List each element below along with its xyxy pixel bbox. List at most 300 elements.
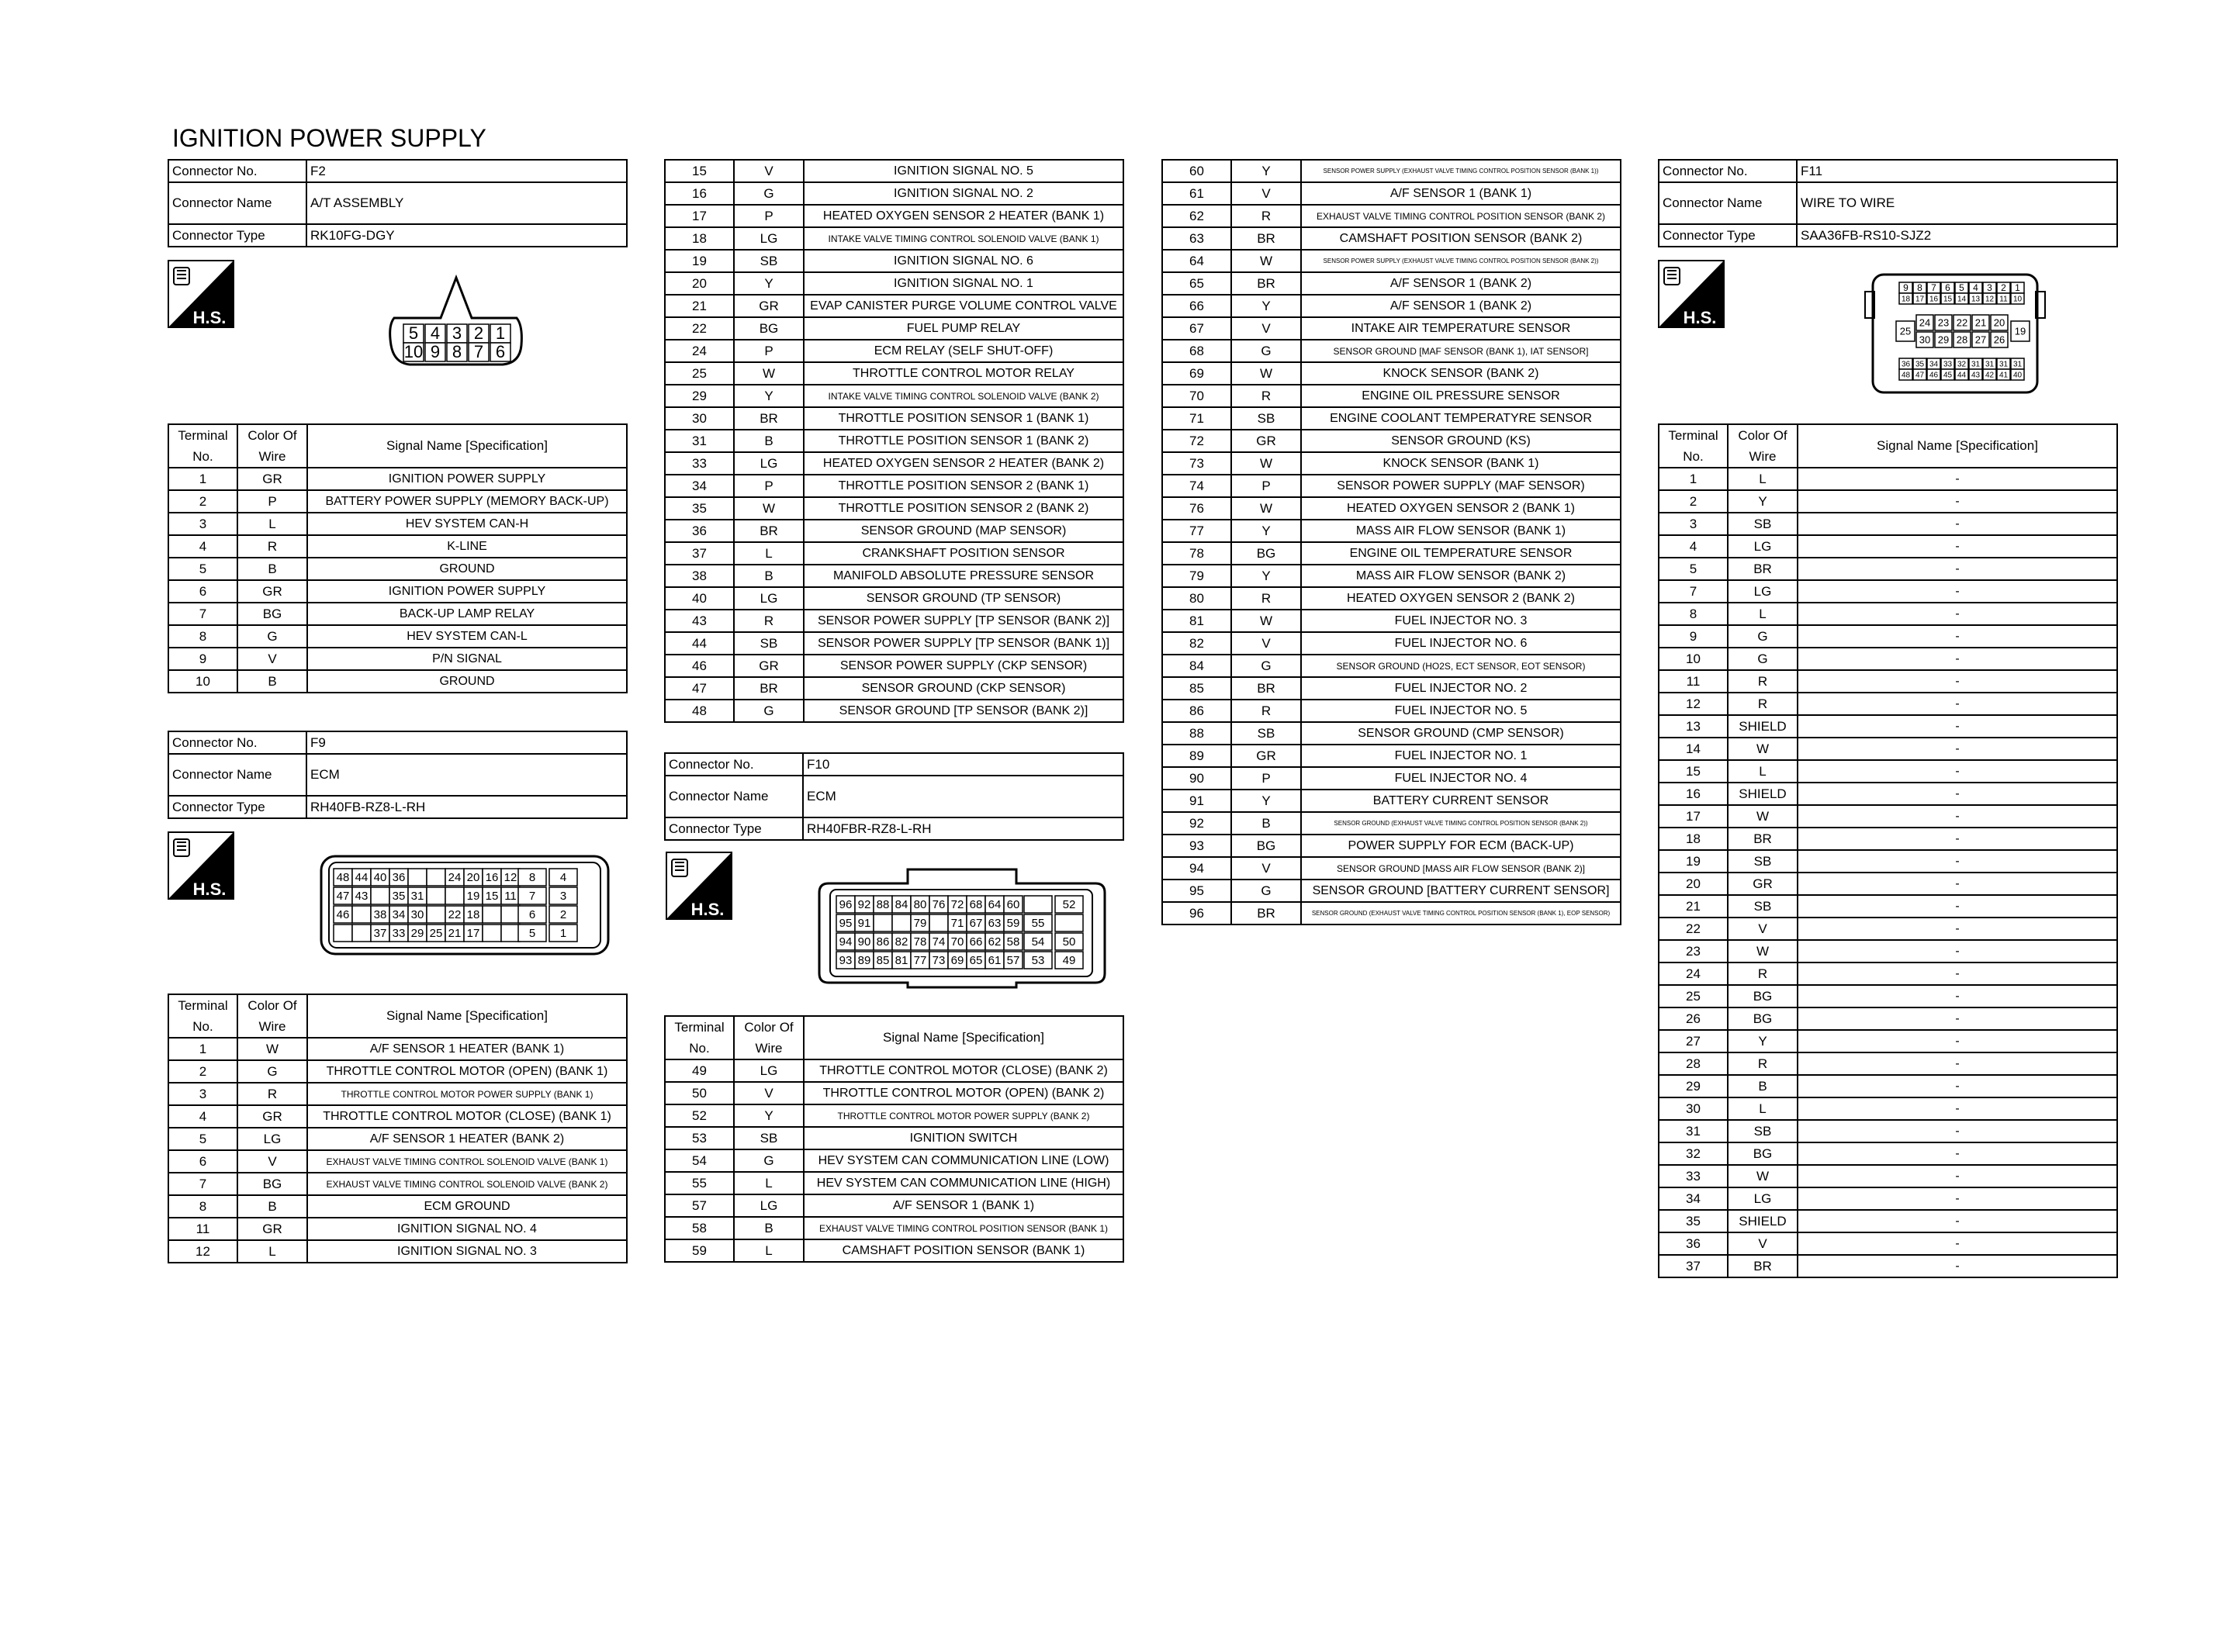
signal-name-cell: CAMSHAFT POSITION SENSOR (BANK 1) bbox=[804, 1239, 1123, 1262]
table-row bbox=[1162, 340, 1621, 362]
pin-number: 9 bbox=[430, 341, 441, 361]
terminal-no-cell: 5 bbox=[1659, 558, 1728, 580]
hs-label: H.S. bbox=[690, 899, 725, 919]
page-title: IGNITION POWER SUPPLY bbox=[172, 124, 486, 152]
table-row bbox=[1659, 1232, 2117, 1255]
signal-name-cell: ENGINE OIL TEMPERATURE SENSOR bbox=[1301, 542, 1621, 565]
wire-color-cell: L bbox=[1728, 760, 1798, 783]
wire-color-cell: SB bbox=[1231, 407, 1301, 430]
pin-cell bbox=[892, 914, 911, 931]
table-row bbox=[1659, 625, 2117, 648]
wire-color-cell: L bbox=[237, 1240, 307, 1263]
pin-number: 89 bbox=[857, 953, 871, 967]
connector-type-label: Connector Type bbox=[665, 817, 803, 840]
connector-type-label: Connector Type bbox=[168, 224, 306, 247]
table-row bbox=[665, 610, 1123, 632]
wire-color-cell: G bbox=[1231, 655, 1301, 677]
signal-name-cell: SENSOR POWER SUPPLY [TP SENSOR (BANK 2)] bbox=[804, 610, 1123, 632]
wire-color-cell: W bbox=[1231, 250, 1301, 272]
table-row bbox=[1162, 430, 1621, 452]
pin-number: 18 bbox=[466, 907, 480, 921]
hs-label: H.S. bbox=[1683, 307, 1717, 327]
table-row bbox=[665, 250, 1123, 272]
table-row bbox=[1659, 715, 2117, 738]
signal-name-cell: - bbox=[1798, 1097, 2117, 1120]
table-row bbox=[168, 1105, 627, 1128]
signal-name-cell: THROTTLE CONTROL MOTOR POWER SUPPLY (BANK 2) bbox=[804, 1104, 1123, 1127]
pin-number: 10 bbox=[2012, 295, 2023, 304]
table-row bbox=[665, 655, 1123, 677]
pin-number: 76 bbox=[932, 897, 946, 911]
pin-number: 15 bbox=[1943, 295, 1953, 304]
signal-name-cell: HEATED OXYGEN SENSOR 2 (BANK 1) bbox=[1301, 497, 1621, 520]
table-row bbox=[1659, 513, 2117, 535]
terminal-no-cell: 82 bbox=[1162, 632, 1231, 655]
terminal-no-cell: 34 bbox=[1659, 1187, 1728, 1210]
pin-number: 69 bbox=[950, 953, 964, 967]
pin-number: 48 bbox=[336, 870, 350, 884]
signal-name-cell: A/F SENSOR 1 (BANK 1) bbox=[804, 1194, 1123, 1217]
pin-number: 33 bbox=[1943, 360, 1953, 369]
pin-number: 59 bbox=[1006, 916, 1020, 930]
signal-name-cell: FUEL INJECTOR NO. 4 bbox=[1301, 767, 1621, 790]
pin-number: 24 bbox=[448, 870, 462, 884]
hs-harness-side-icon bbox=[1658, 260, 1725, 328]
table-row bbox=[1659, 940, 2117, 963]
pin-number: 31 bbox=[1998, 360, 2009, 369]
wire-color-cell: L bbox=[237, 513, 307, 535]
table-row bbox=[665, 182, 1123, 205]
terminal-no-cell: 6 bbox=[168, 580, 237, 603]
f2-connector-face bbox=[386, 271, 526, 380]
pin-number: 13 bbox=[1971, 295, 1981, 304]
connector-name-label: Connector Name bbox=[168, 754, 306, 796]
table-row bbox=[1659, 1007, 2117, 1030]
wire-color-cell: W bbox=[1231, 610, 1301, 632]
wire-color-cell: BG bbox=[237, 603, 307, 625]
table-row bbox=[1162, 722, 1621, 745]
pin-number: 21 bbox=[448, 926, 462, 940]
wire-color-cell: G bbox=[1231, 340, 1301, 362]
signal-name-cell: MANIFOLD ABSOLUTE PRESSURE SENSOR bbox=[804, 565, 1123, 587]
pin-cell bbox=[352, 924, 371, 942]
signal-name-cell: THROTTLE POSITION SENSOR 2 (BANK 1) bbox=[804, 475, 1123, 497]
table-row bbox=[1162, 250, 1621, 272]
wire-color-cell: BG bbox=[1231, 835, 1301, 857]
signal-name-cell: IGNITION SIGNAL NO. 2 bbox=[804, 182, 1123, 205]
table-row bbox=[1659, 828, 2117, 850]
table-row bbox=[1659, 1165, 2117, 1187]
wire-color-cell: LG bbox=[734, 452, 804, 475]
terminal-no-cell: 66 bbox=[1162, 295, 1231, 317]
pin-number: 11 bbox=[1999, 295, 2008, 304]
terminal-no-cell: 5 bbox=[168, 1128, 237, 1150]
pin-cell bbox=[427, 887, 445, 904]
pin-number: 85 bbox=[876, 953, 890, 967]
pin-number: 5 bbox=[528, 926, 536, 940]
signal-name-cell: HEV SYSTEM CAN COMMUNICATION LINE (HIGH) bbox=[804, 1172, 1123, 1194]
table-row bbox=[1659, 693, 2117, 715]
terminal-no-cell: 15 bbox=[665, 160, 734, 182]
color-of-wire-header: Color Of Wire bbox=[237, 994, 307, 1038]
pin-number: 93 bbox=[839, 953, 853, 967]
terminal-no-cell: 24 bbox=[665, 340, 734, 362]
terminal-no-cell: 49 bbox=[665, 1059, 734, 1082]
wire-color-cell: W bbox=[1728, 940, 1798, 963]
pin-number: 47 bbox=[1915, 371, 1925, 380]
signal-name-cell: GROUND bbox=[307, 558, 627, 580]
signal-name-cell: SENSOR GROUND [TP SENSOR (BANK 2)] bbox=[804, 700, 1123, 722]
f9-connector-face bbox=[318, 852, 611, 959]
pin-number: 34 bbox=[1929, 360, 1939, 369]
signal-name-cell: KNOCK SENSOR (BANK 2) bbox=[1301, 362, 1621, 385]
table-row bbox=[1162, 812, 1621, 835]
terminal-no-cell: 78 bbox=[1162, 542, 1231, 565]
table-row bbox=[168, 1060, 627, 1083]
connector-no-label: Connector No. bbox=[665, 753, 803, 776]
wire-color-cell: R bbox=[734, 610, 804, 632]
signal-name-header: Signal Name [Specification] bbox=[307, 994, 627, 1038]
color-of-wire-header: Color Of Wire bbox=[1728, 424, 1798, 468]
signal-name-cell: FUEL INJECTOR NO. 5 bbox=[1301, 700, 1621, 722]
terminal-no-cell: 80 bbox=[1162, 587, 1231, 610]
table-row bbox=[168, 490, 627, 513]
pin-number: 21 bbox=[1974, 316, 1987, 329]
table-row bbox=[168, 1083, 627, 1105]
wire-color-cell: W bbox=[1728, 805, 1798, 828]
signal-name-cell: CRANKSHAFT POSITION SENSOR bbox=[804, 542, 1123, 565]
pin-number: 31 bbox=[410, 889, 424, 903]
signal-name-cell: THROTTLE CONTROL MOTOR RELAY bbox=[804, 362, 1123, 385]
pin-number: 90 bbox=[857, 935, 871, 949]
table-row bbox=[1659, 1075, 2117, 1097]
wire-color-cell: LG bbox=[734, 227, 804, 250]
terminal-no-cell: 70 bbox=[1162, 385, 1231, 407]
pin-number: 31 bbox=[1985, 360, 1995, 369]
connector-type-label: Connector Type bbox=[1659, 224, 1797, 247]
wire-color-cell: Y bbox=[1231, 520, 1301, 542]
wire-color-cell: R bbox=[1728, 693, 1798, 715]
signal-name-cell: SENSOR GROUND (EXHAUST VALVE TIMING CONTROL POSITION SENSOR (BANK 2)) bbox=[1301, 812, 1621, 835]
wire-color-cell: P bbox=[1231, 767, 1301, 790]
wire-color-cell: BG bbox=[1728, 985, 1798, 1007]
terminal-no-cell: 15 bbox=[1659, 760, 1728, 783]
terminal-no-cell: 18 bbox=[1659, 828, 1728, 850]
connector-type-value: SAA36FB-RS10-SJZ2 bbox=[1797, 224, 2117, 247]
connector-name-label: Connector Name bbox=[665, 776, 803, 817]
pin-number: 91 bbox=[857, 916, 871, 930]
terminal-no-cell: 37 bbox=[665, 542, 734, 565]
terminal-no-cell: 35 bbox=[665, 497, 734, 520]
pin-number: 24 bbox=[1919, 316, 1931, 329]
table-row bbox=[665, 700, 1123, 722]
wire-color-cell: SB bbox=[1728, 513, 1798, 535]
signal-name-cell: FUEL INJECTOR NO. 3 bbox=[1301, 610, 1621, 632]
wire-color-cell: L bbox=[734, 542, 804, 565]
f10-info-table bbox=[664, 752, 1124, 841]
terminal-no-cell: 7 bbox=[168, 603, 237, 625]
wire-color-cell: V bbox=[1728, 1232, 1798, 1255]
terminal-no-cell: 9 bbox=[168, 648, 237, 670]
pin-number: 17 bbox=[466, 926, 480, 940]
table-row bbox=[1162, 475, 1621, 497]
pin-number: 92 bbox=[857, 897, 871, 911]
wire-color-cell: W bbox=[734, 362, 804, 385]
pin-number: 19 bbox=[466, 889, 480, 903]
signal-name-cell: - bbox=[1798, 828, 2117, 850]
table-row bbox=[665, 205, 1123, 227]
terminal-no-cell: 63 bbox=[1162, 227, 1231, 250]
terminal-no-cell: 46 bbox=[665, 655, 734, 677]
pin-number: 9 bbox=[1903, 282, 1909, 294]
pin-number: 25 bbox=[1899, 325, 1912, 337]
connector-name-label: Connector Name bbox=[1659, 182, 1797, 224]
signal-name-cell: INTAKE VALVE TIMING CONTROL SOLENOID VALVE (BANK 1) bbox=[804, 227, 1123, 250]
pin-number: 7 bbox=[528, 889, 536, 903]
wire-color-cell: W bbox=[734, 497, 804, 520]
table-row bbox=[1659, 738, 2117, 760]
pin-cell bbox=[408, 869, 427, 886]
f10-pin-table bbox=[664, 1015, 1124, 1263]
wire-color-cell: GR bbox=[237, 580, 307, 603]
table-row bbox=[1659, 1142, 2117, 1165]
wire-color-cell: SHIELD bbox=[1728, 715, 1798, 738]
pin-number: 35 bbox=[392, 889, 406, 903]
pin-number: 7 bbox=[473, 341, 484, 361]
table-row bbox=[665, 295, 1123, 317]
table-row bbox=[1162, 205, 1621, 227]
hs-label: H.S. bbox=[192, 307, 227, 327]
pin-number: 43 bbox=[355, 889, 369, 903]
terminal-no-cell: 5 bbox=[168, 558, 237, 580]
signal-name-cell: - bbox=[1798, 918, 2117, 940]
terminal-no-cell: 6 bbox=[168, 1150, 237, 1173]
pin-number: 10 bbox=[403, 341, 424, 361]
pin-number: 1 bbox=[559, 926, 567, 940]
table-row bbox=[1162, 182, 1621, 205]
table-row bbox=[665, 1239, 1123, 1262]
wire-color-cell: P bbox=[1231, 475, 1301, 497]
signal-name-cell: BACK-UP LAMP RELAY bbox=[307, 603, 627, 625]
pin-number: 16 bbox=[1929, 295, 1939, 304]
signal-name-cell: - bbox=[1798, 1165, 2117, 1187]
terminal-no-cell: 64 bbox=[1162, 250, 1231, 272]
hs-harness-side-icon bbox=[168, 831, 234, 900]
table-row bbox=[1659, 805, 2117, 828]
signal-name-cell: EXHAUST VALVE TIMING CONTROL POSITION SENSOR (BANK 2) bbox=[1301, 205, 1621, 227]
terminal-no-cell: 60 bbox=[1162, 160, 1231, 182]
terminal-no-cell: 21 bbox=[1659, 895, 1728, 918]
terminal-no-cell: 52 bbox=[665, 1104, 734, 1127]
terminal-no-cell: 33 bbox=[1659, 1165, 1728, 1187]
signal-name-cell: KNOCK SENSOR (BANK 1) bbox=[1301, 452, 1621, 475]
terminal-no-cell: 7 bbox=[1659, 580, 1728, 603]
signal-name-cell: INTAKE AIR TEMPERATURE SENSOR bbox=[1301, 317, 1621, 340]
table-row bbox=[1659, 648, 2117, 670]
wire-color-cell: Y bbox=[1728, 490, 1798, 513]
terminal-no-cell: 40 bbox=[665, 587, 734, 610]
pin-number: 46 bbox=[1929, 371, 1939, 380]
table-row bbox=[1659, 963, 2117, 985]
pin-number: 61 bbox=[988, 953, 1002, 967]
terminal-no-cell: 67 bbox=[1162, 317, 1231, 340]
connector-name-value: WIRE TO WIRE bbox=[1797, 182, 2117, 224]
pin-number: 50 bbox=[1062, 935, 1076, 949]
pin-number: 40 bbox=[2012, 371, 2023, 380]
signal-name-cell: - bbox=[1798, 1052, 2117, 1075]
table-row bbox=[665, 362, 1123, 385]
terminal-no-cell: 65 bbox=[1162, 272, 1231, 295]
signal-name-cell: MASS AIR FLOW SENSOR (BANK 2) bbox=[1301, 565, 1621, 587]
terminal-no-cell: 30 bbox=[665, 407, 734, 430]
pin-number: 55 bbox=[1031, 916, 1045, 930]
signal-name-cell: THROTTLE CONTROL MOTOR (CLOSE) (BANK 2) bbox=[804, 1059, 1123, 1082]
pin-number: 29 bbox=[1937, 334, 1950, 346]
signal-name-header: Signal Name [Specification] bbox=[1798, 424, 2117, 468]
pin-number: 63 bbox=[988, 916, 1002, 930]
pin-cell bbox=[334, 924, 352, 942]
wire-color-cell: BR bbox=[1728, 1255, 1798, 1277]
pin-number: 32 bbox=[1957, 360, 1967, 369]
table-row bbox=[665, 160, 1123, 182]
terminal-no-cell: 94 bbox=[1162, 857, 1231, 880]
signal-name-cell: - bbox=[1798, 760, 2117, 783]
f2-pin-table bbox=[168, 423, 628, 693]
pin-number: 34 bbox=[392, 907, 406, 921]
signal-name-cell: - bbox=[1798, 625, 2117, 648]
terminal-no-cell: 53 bbox=[665, 1127, 734, 1149]
signal-name-cell: SENSOR GROUND (CMP SENSOR) bbox=[1301, 722, 1621, 745]
signal-name-cell: - bbox=[1798, 985, 2117, 1007]
terminal-no-cell: 23 bbox=[1659, 940, 1728, 963]
connector-type-value: RH40FBR-RZ8-L-RH bbox=[803, 817, 1123, 840]
wire-color-cell: P bbox=[237, 490, 307, 513]
terminal-no-cell: 2 bbox=[1659, 490, 1728, 513]
signal-name-cell: SENSOR GROUND [BATTERY CURRENT SENSOR] bbox=[1301, 880, 1621, 902]
table-row bbox=[665, 677, 1123, 700]
wire-color-cell: V bbox=[237, 648, 307, 670]
connector-no-label: Connector No. bbox=[168, 731, 306, 754]
wire-color-cell: G bbox=[1728, 648, 1798, 670]
pin-number: 5 bbox=[408, 323, 419, 343]
wire-color-cell: R bbox=[1728, 670, 1798, 693]
table-row bbox=[1162, 790, 1621, 812]
connector-no-label: Connector No. bbox=[168, 160, 306, 182]
terminal-no-cell: 16 bbox=[1659, 783, 1728, 805]
pin-number: 71 bbox=[950, 916, 964, 930]
signal-name-cell: THROTTLE POSITION SENSOR 2 (BANK 2) bbox=[804, 497, 1123, 520]
signal-name-cell: SENSOR GROUND (CKP SENSOR) bbox=[804, 677, 1123, 700]
table-row bbox=[665, 632, 1123, 655]
pin-number: 19 bbox=[2014, 325, 2026, 337]
f2-info-table bbox=[168, 159, 628, 247]
table-row bbox=[168, 1218, 627, 1240]
signal-name-cell: - bbox=[1798, 805, 2117, 828]
wire-color-cell: P bbox=[734, 475, 804, 497]
terminal-no-cell: 8 bbox=[168, 1195, 237, 1218]
signal-name-cell: - bbox=[1798, 1120, 2117, 1142]
signal-name-cell: - bbox=[1798, 1210, 2117, 1232]
wire-color-cell: B bbox=[734, 1217, 804, 1239]
signal-name-cell: POWER SUPPLY FOR ECM (BACK-UP) bbox=[1301, 835, 1621, 857]
terminal-no-cell: 76 bbox=[1162, 497, 1231, 520]
pin-number: 25 bbox=[429, 926, 443, 940]
table-row bbox=[665, 452, 1123, 475]
signal-name-cell: THROTTLE CONTROL MOTOR POWER SUPPLY (BANK 1) bbox=[307, 1083, 627, 1105]
terminal-no-cell: 54 bbox=[665, 1149, 734, 1172]
signal-name-cell: - bbox=[1798, 580, 2117, 603]
terminal-no-cell: 2 bbox=[168, 1060, 237, 1083]
connector-name-value: ECM bbox=[803, 776, 1123, 817]
pin-number: 73 bbox=[932, 953, 946, 967]
terminal-no-cell: 90 bbox=[1162, 767, 1231, 790]
signal-name-cell: EXHAUST VALVE TIMING CONTROL SOLENOID VALVE (BANK 2) bbox=[307, 1173, 627, 1195]
terminal-no-cell: 37 bbox=[1659, 1255, 1728, 1277]
table-row bbox=[665, 227, 1123, 250]
pin-cell bbox=[427, 869, 445, 886]
signal-name-cell: - bbox=[1798, 1255, 2117, 1277]
wire-color-cell: L bbox=[734, 1239, 804, 1262]
wire-color-cell: BG bbox=[1728, 1007, 1798, 1030]
wire-color-cell: LG bbox=[1728, 580, 1798, 603]
pin-cell bbox=[1055, 914, 1083, 931]
wire-color-cell: W bbox=[1231, 452, 1301, 475]
table-row bbox=[1162, 542, 1621, 565]
signal-name-cell: THROTTLE CONTROL MOTOR (CLOSE) (BANK 1) bbox=[307, 1105, 627, 1128]
pin-number: 44 bbox=[355, 870, 369, 884]
wire-color-cell: BR bbox=[1231, 227, 1301, 250]
hs-harness-side-icon bbox=[666, 852, 732, 920]
table-row bbox=[168, 535, 627, 558]
table-row bbox=[1162, 227, 1621, 250]
terminal-no-cell: 69 bbox=[1162, 362, 1231, 385]
terminal-no-cell: 9 bbox=[1659, 625, 1728, 648]
signal-name-cell: P/N SIGNAL bbox=[307, 648, 627, 670]
pin-number: 40 bbox=[373, 870, 387, 884]
terminal-no-cell: 50 bbox=[665, 1082, 734, 1104]
pin-number: 36 bbox=[392, 870, 406, 884]
wire-color-cell: BR bbox=[1728, 558, 1798, 580]
pin-number: 65 bbox=[969, 953, 983, 967]
signal-name-cell: IGNITION SIGNAL NO. 5 bbox=[804, 160, 1123, 182]
signal-name-cell: FUEL PUMP RELAY bbox=[804, 317, 1123, 340]
wire-color-cell: W bbox=[1728, 738, 1798, 760]
pin-cell bbox=[427, 906, 445, 923]
terminal-no-cell: 4 bbox=[168, 1105, 237, 1128]
pin-number: 36 bbox=[1901, 360, 1911, 369]
pin-number: 20 bbox=[466, 870, 480, 884]
signal-name-cell: CAMSHAFT POSITION SENSOR (BANK 2) bbox=[1301, 227, 1621, 250]
pin-number: 44 bbox=[1957, 371, 1967, 380]
signal-name-cell: THROTTLE POSITION SENSOR 1 (BANK 2) bbox=[804, 430, 1123, 452]
pin-number: 4 bbox=[430, 323, 441, 343]
wire-color-cell: R bbox=[1231, 587, 1301, 610]
table-row bbox=[1659, 603, 2117, 625]
pin-number: 29 bbox=[410, 926, 424, 940]
signal-name-cell: BATTERY CURRENT SENSOR bbox=[1301, 790, 1621, 812]
wire-color-cell: G bbox=[1728, 625, 1798, 648]
f9-pin-table-continued bbox=[664, 159, 1124, 723]
wire-color-cell: V bbox=[734, 1082, 804, 1104]
terminal-no-header: Terminal No. bbox=[168, 424, 237, 468]
table-row bbox=[665, 1104, 1123, 1127]
wire-color-cell: Y bbox=[1231, 565, 1301, 587]
pin-number: 4 bbox=[1973, 282, 1978, 294]
signal-name-cell: SENSOR POWER SUPPLY (EXHAUST VALVE TIMING CONTROL POSITION SENSOR (BANK 1)) bbox=[1301, 160, 1621, 182]
pin-number: 33 bbox=[392, 926, 406, 940]
terminal-no-cell: 20 bbox=[1659, 873, 1728, 895]
pin-number: 54 bbox=[1031, 935, 1045, 949]
